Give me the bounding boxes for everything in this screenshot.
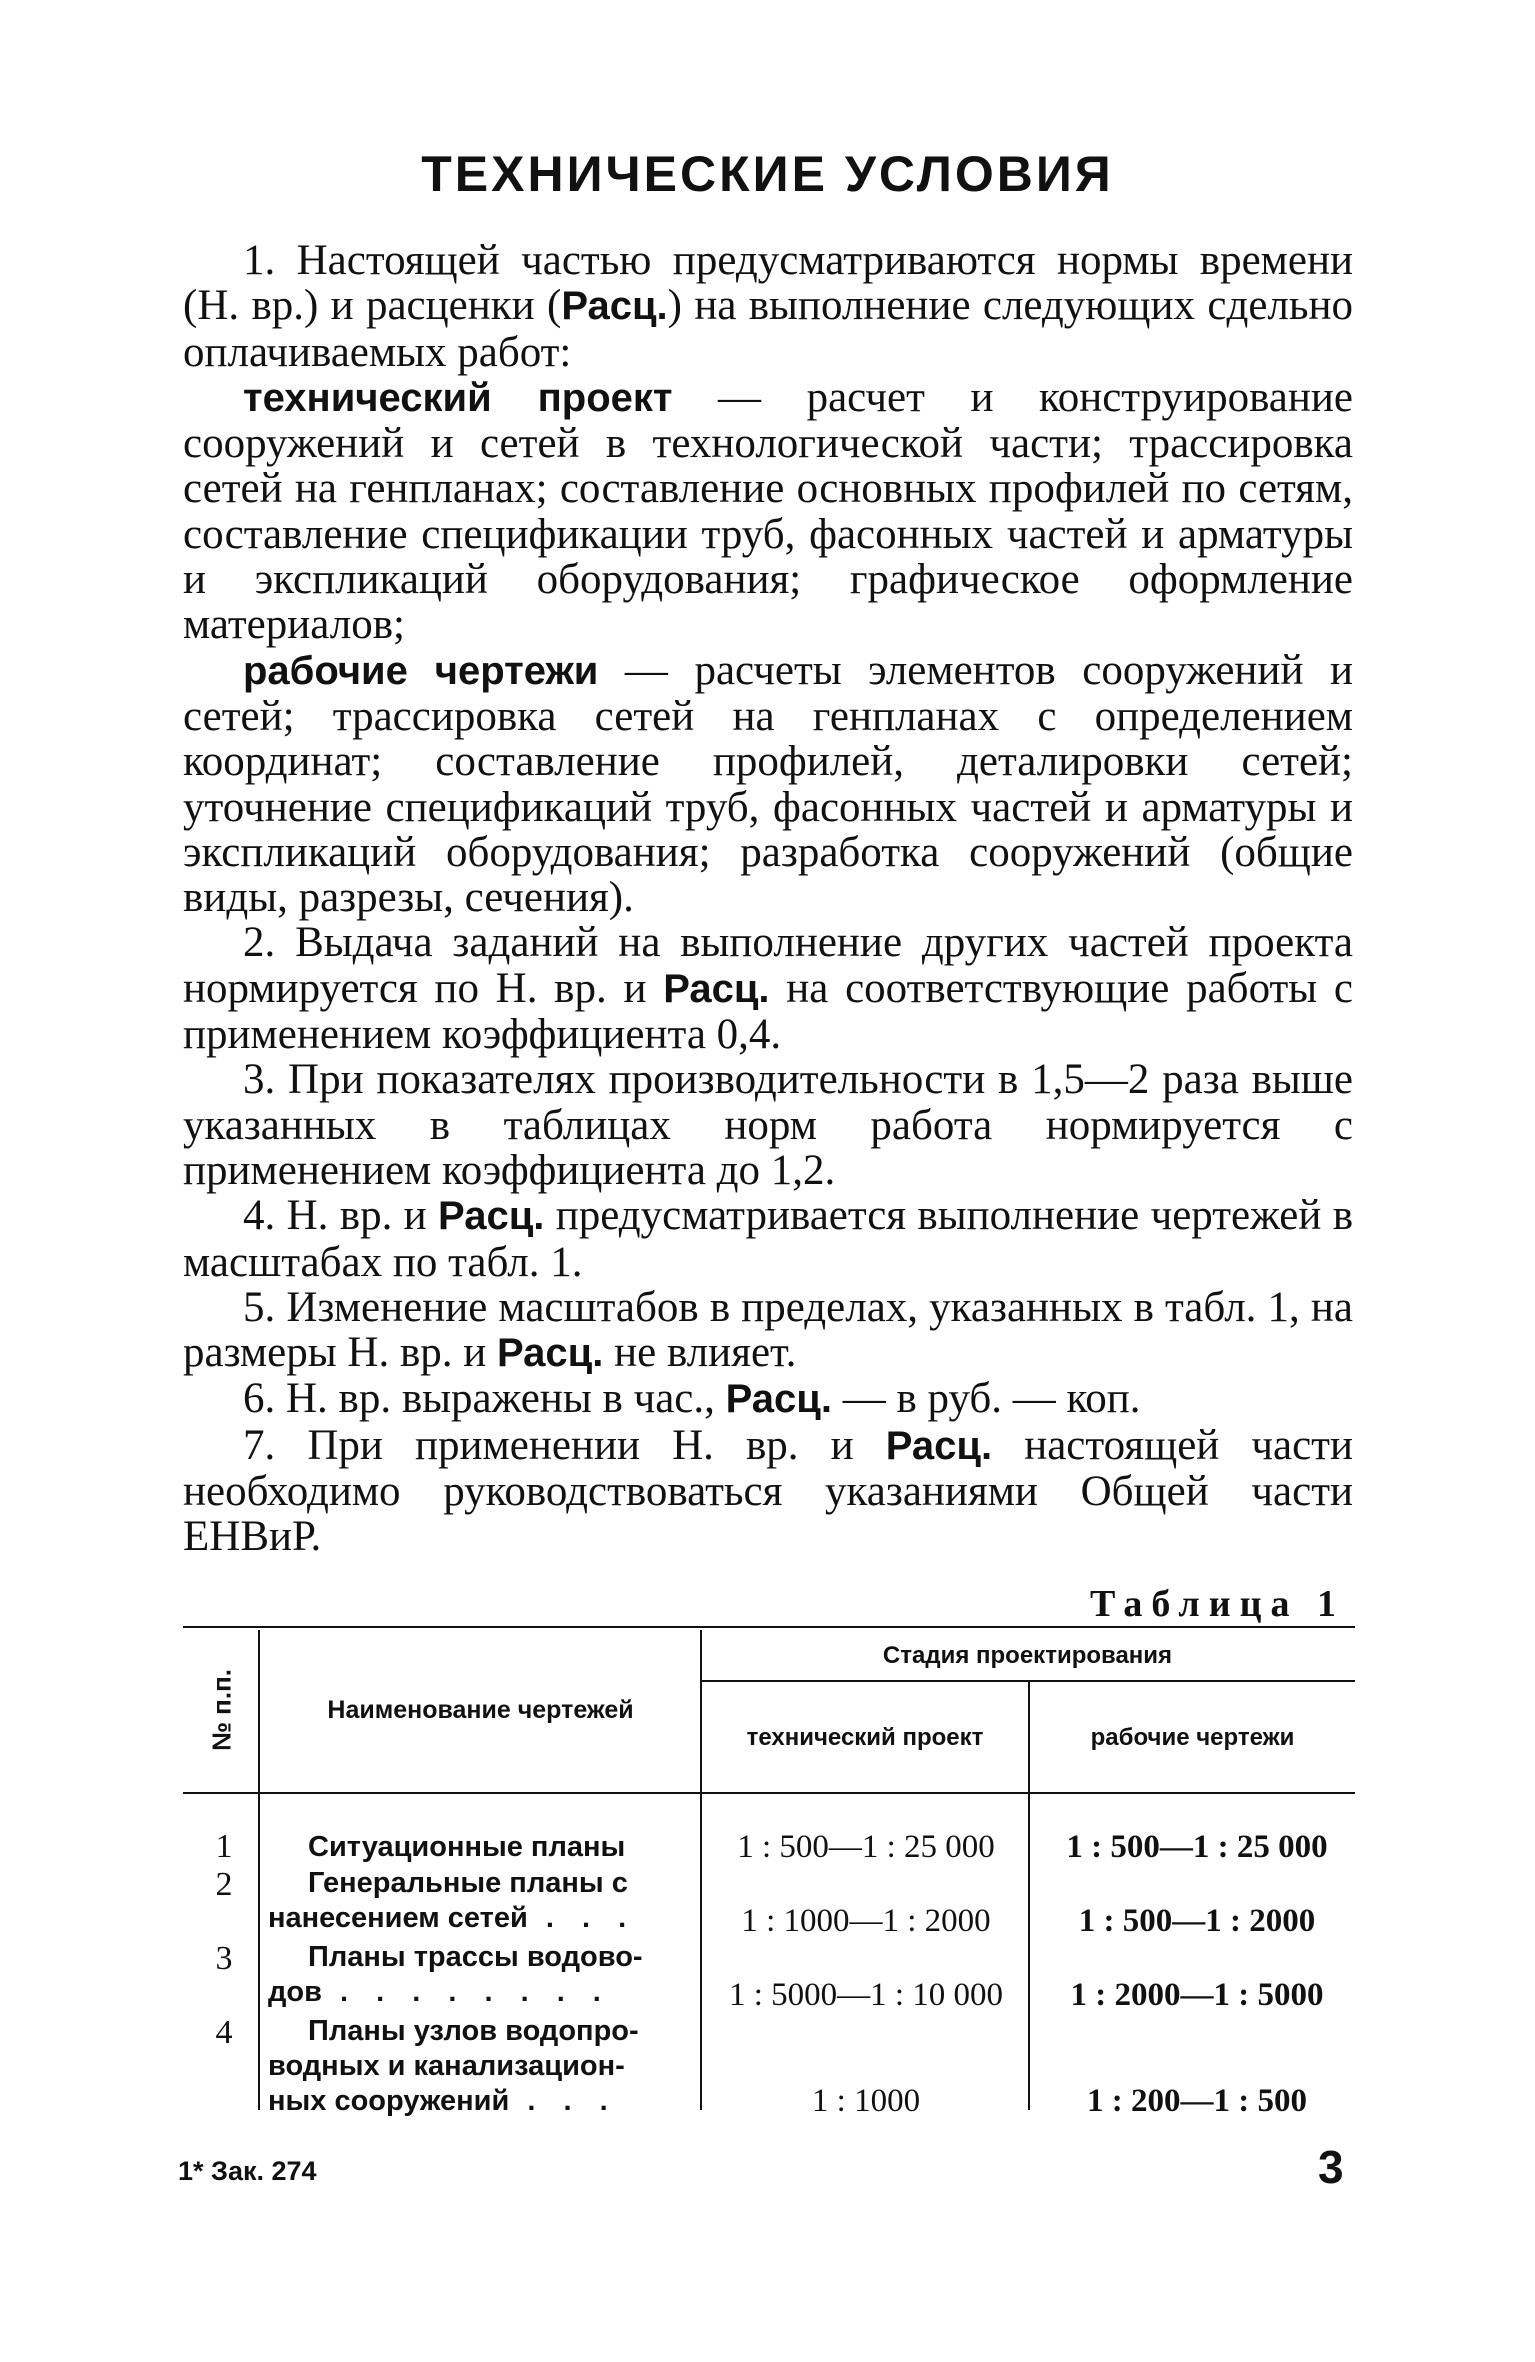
row-3-tech: 1 : 5000—1 : 10 000 bbox=[728, 1977, 1004, 2013]
paragraph-5: 5. Изменение масштабов в пределах, указанных в табл. 1, на размеры Н. вр. и Расц. не влияет. bbox=[183, 1283, 1353, 1377]
paragraph-6: 6. Н. вр. выражены в час., Расц. — в руб. — коп. bbox=[243, 1375, 1141, 1423]
footer-order-number: 1* Зак. 274 bbox=[178, 2156, 317, 2186]
page-title: ТЕХНИЧЕСКИЕ УСЛОВИЯ bbox=[421, 146, 1114, 202]
table-col-divider-2 bbox=[700, 1630, 702, 2110]
row-2-tech: 1 : 1000—1 : 2000 bbox=[741, 1903, 991, 1939]
header-working-drawings: рабочие чертежи bbox=[1090, 1724, 1295, 1751]
header-tech-project: технический проект bbox=[746, 1724, 984, 1751]
row-3-name: Планы трассы водово- дов . . . . . . . . bbox=[268, 1941, 643, 2008]
row-4-work: 1 : 200—1 : 500 bbox=[1087, 2083, 1307, 2119]
header-name: Наименование чертежей bbox=[327, 1696, 634, 1724]
row-2-number: 2 bbox=[215, 1866, 233, 1903]
row-1-tech: 1 : 500—1 : 25 000 bbox=[737, 1829, 995, 1865]
row-3-number: 3 bbox=[215, 1940, 233, 1977]
table-col-divider-1 bbox=[258, 1630, 260, 2110]
row-4-tech: 1 : 1000 bbox=[811, 2083, 921, 2119]
page-number: 3 bbox=[1318, 2141, 1344, 2193]
row-2-name: Генеральные планы с нанесением сетей . . . bbox=[268, 1867, 637, 1934]
header-stage: Стадия проектирования bbox=[882, 1642, 1173, 1669]
row-1-number: 1 bbox=[215, 1828, 233, 1865]
paragraph-7: 7. При применении Н. вр. и Расц. настоящей части необходимо руководствоваться указаниями Общей части ЕНВиР. bbox=[183, 1421, 1353, 1561]
table-top-rule bbox=[183, 1626, 1355, 1628]
paragraph-4: 4. Н. вр. и Расц. предусматривается выполнение чертежей в масштабах по табл. 1. bbox=[183, 1192, 1353, 1286]
paragraph-tech-project: технический проект — расчет и конструирование сооружений и сетей в технологической части; трассировка сетей на генпланах; составление основных профилей по сетям, составление спецификации труб, фасонных частей и арматуры и экспликаций оборудования; графическое оформление материалов; bbox=[183, 373, 1353, 649]
header-number: № п.п. bbox=[206, 1668, 237, 1752]
row-4-number: 4 bbox=[215, 2014, 233, 2051]
row-3-work: 1 : 2000—1 : 5000 bbox=[1070, 1977, 1324, 2013]
table-header-bottom-rule bbox=[183, 1792, 1355, 1794]
row-4-name: Планы узлов водопро- водных и канализацион- ных сооружений . . . bbox=[268, 2015, 639, 2117]
conditions-text bbox=[183, 238, 1353, 1560]
paragraph-3: 3. При показателях производительности в 1,5—2 раза выше указанных в таблицах норм работа нормируется с применением коэффициента до 1,2. bbox=[183, 1056, 1353, 1194]
row-1-work: 1 : 500—1 : 25 000 bbox=[1066, 1829, 1328, 1865]
table-caption: Таблица 1 bbox=[1089, 1583, 1345, 1625]
paragraph-working-drawings: рабочие чертежи — расчеты элементов сооружений и сетей; трассировка сетей на генпланах с определением координат; составление профилей, деталировки сетей; уточнение спецификаций труб, фасонных частей и арматуры и экспликаций оборудования; разработка сооружений (общие виды, разрезы, сечения). bbox=[183, 646, 1353, 922]
paragraph-2: 2. Выдача заданий на выполнение других частей проекта нормируется по Н. вр. и Расц. на соответствующие работы с применением коэффициента 0,4. bbox=[183, 919, 1353, 1059]
paragraph-1: 1. Настоящей частью предусматриваются нормы времени (Н. вр.) и расценки (Расц.) на выполнение следующих сдельно оплачиваемых работ: bbox=[183, 237, 1353, 376]
row-1-name: Ситуационные планы bbox=[308, 1831, 626, 1863]
row-2-work: 1 : 500—1 : 2000 bbox=[1078, 1903, 1316, 1939]
